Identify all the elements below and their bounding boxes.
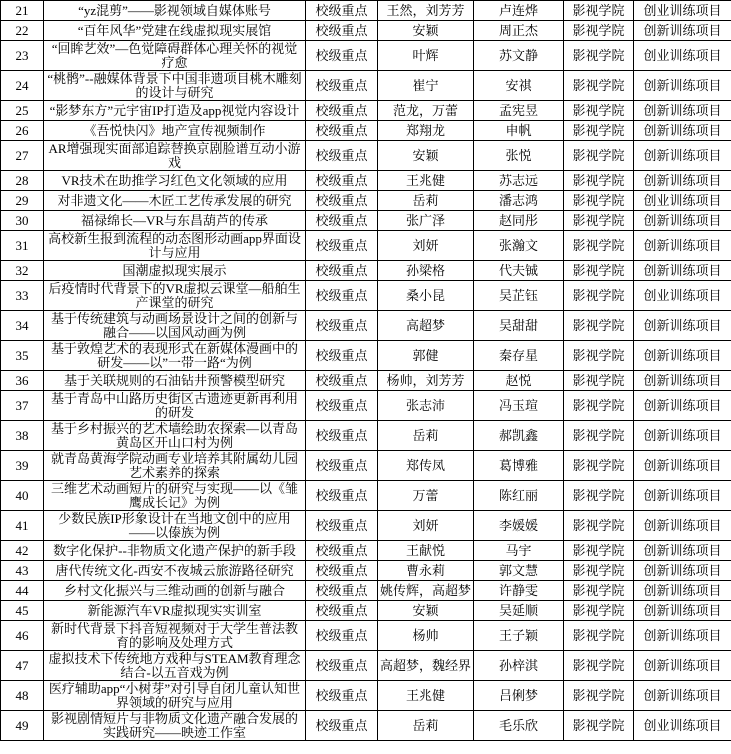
table-row — [1, 71, 731, 101]
project-type: 创新训练项目 — [634, 21, 731, 41]
table-row — [1, 371, 731, 391]
row-number: 33 — [1, 281, 44, 311]
project-level: 校级重点 — [306, 141, 378, 171]
college-name: 影视学院 — [564, 341, 634, 371]
row-number: 44 — [1, 581, 44, 601]
project-advisor: 孟宪昱 — [474, 101, 564, 121]
project-level: 校级重点 — [306, 231, 378, 261]
project-type: 创新训练项目 — [634, 391, 731, 421]
table-row — [1, 141, 731, 171]
project-title: 福禄绵长—VR与东昌葫芦的传承 — [44, 211, 306, 231]
project-title: 基于传统建筑与动画场景设计之间的创新与融合——以国风动画为例 — [44, 311, 306, 341]
project-level: 校级重点 — [306, 71, 378, 101]
college-name: 影视学院 — [564, 121, 634, 141]
project-title: “百年风华”党建在线虚拟现实展馆 — [44, 21, 306, 41]
project-members: 王然，刘芳芳 — [378, 1, 474, 21]
college-name: 影视学院 — [564, 261, 634, 281]
project-advisor: 张悦 — [474, 141, 564, 171]
project-advisor: 吴延顺 — [474, 601, 564, 621]
project-title: 新时代背景下抖音短视频对于大学生普法教育的影响及处理方式 — [44, 621, 306, 651]
project-advisor: 吴甜甜 — [474, 311, 564, 341]
project-level: 校级重点 — [306, 681, 378, 711]
row-number: 46 — [1, 621, 44, 651]
project-title: 基于敦煌艺术的表现形式在新媒体漫画中的研发——以”一带一路“为例 — [44, 341, 306, 371]
project-title: “影梦东方”元宇宙IP打造及app视觉内容设计 — [44, 101, 306, 121]
project-advisor: 郭文慧 — [474, 561, 564, 581]
project-members: 王兆健 — [378, 681, 474, 711]
row-number: 28 — [1, 171, 44, 191]
project-title: 唐代传统文化-西安不夜城云旅游路径研究 — [44, 561, 306, 581]
college-name: 影视学院 — [564, 1, 634, 21]
project-members: 曹永莉 — [378, 561, 474, 581]
project-advisor: 吴芷钰 — [474, 281, 564, 311]
project-members: 高超梦 — [378, 311, 474, 341]
project-advisor: 苏志远 — [474, 171, 564, 191]
table-row — [1, 481, 731, 511]
project-type: 创业训练项目 — [634, 41, 731, 71]
project-advisor: 毛乐欣 — [474, 711, 564, 741]
project-type: 创新训练项目 — [634, 451, 731, 481]
table-row — [1, 191, 731, 211]
project-type: 创新训练项目 — [634, 121, 731, 141]
college-name: 影视学院 — [564, 191, 634, 211]
table-row — [1, 561, 731, 581]
college-name: 影视学院 — [564, 601, 634, 621]
project-members: 刘妍 — [378, 511, 474, 541]
project-level: 校级重点 — [306, 511, 378, 541]
row-number: 38 — [1, 421, 44, 451]
table-row — [1, 421, 731, 451]
project-advisor: 冯玉瑄 — [474, 391, 564, 421]
project-members: 桑小昆 — [378, 281, 474, 311]
project-title: 后疫情时代背景下的VR虚拟云课堂—船舶生产课堂的研究 — [44, 281, 306, 311]
row-number: 23 — [1, 41, 44, 71]
project-title: 基于关联规则的石油钻井预警模型研究 — [44, 371, 306, 391]
project-type: 创新训练项目 — [634, 211, 731, 231]
project-members: 万蕾 — [378, 481, 474, 511]
college-name: 影视学院 — [564, 311, 634, 341]
row-number: 42 — [1, 541, 44, 561]
project-members: 岳莉 — [378, 711, 474, 741]
project-members: 孙梁格 — [378, 261, 474, 281]
college-name: 影视学院 — [564, 211, 634, 231]
college-name: 影视学院 — [564, 581, 634, 601]
project-title: “回眸艺效”—色觉障碍群体心理关怀的视觉疗愈 — [44, 41, 306, 71]
project-advisor: 周正杰 — [474, 21, 564, 41]
table-row — [1, 311, 731, 341]
project-title: 高校新生报到流程的动态图形动画app界面设计与应用 — [44, 231, 306, 261]
table-row — [1, 341, 731, 371]
row-number: 49 — [1, 711, 44, 741]
project-type: 创新训练项目 — [634, 651, 731, 681]
project-members: 王献悦 — [378, 541, 474, 561]
row-number: 39 — [1, 451, 44, 481]
project-members: 张广泽 — [378, 211, 474, 231]
project-level: 校级重点 — [306, 561, 378, 581]
college-name: 影视学院 — [564, 511, 634, 541]
project-title: 数字化保护--非物质文化遗产保护的新手段 — [44, 541, 306, 561]
college-name: 影视学院 — [564, 541, 634, 561]
project-advisor: 吕俐梦 — [474, 681, 564, 711]
project-level: 校级重点 — [306, 101, 378, 121]
college-name: 影视学院 — [564, 391, 634, 421]
project-type: 创新训练项目 — [634, 541, 731, 561]
project-advisor: 李媛媛 — [474, 511, 564, 541]
project-type: 创新训练项目 — [634, 71, 731, 101]
project-title: 新能源汽车VR虚拟现实实训室 — [44, 601, 306, 621]
project-members: 姚传辉，高超梦 — [378, 581, 474, 601]
college-name: 影视学院 — [564, 711, 634, 741]
project-level: 校级重点 — [306, 451, 378, 481]
project-level: 校级重点 — [306, 191, 378, 211]
college-name: 影视学院 — [564, 21, 634, 41]
project-level: 校级重点 — [306, 21, 378, 41]
college-name: 影视学院 — [564, 171, 634, 191]
project-level: 校级重点 — [306, 601, 378, 621]
row-number: 27 — [1, 141, 44, 171]
table-row — [1, 171, 731, 191]
project-title: 乡村文化振兴与三维动画的创新与融合 — [44, 581, 306, 601]
project-type: 创业训练项目 — [634, 1, 731, 21]
project-members: 叶辉 — [378, 41, 474, 71]
project-advisor: 郝凯鑫 — [474, 421, 564, 451]
college-name: 影视学院 — [564, 561, 634, 581]
project-type: 创新训练项目 — [634, 481, 731, 511]
college-name: 影视学院 — [564, 231, 634, 261]
table-row — [1, 211, 731, 231]
row-number: 45 — [1, 601, 44, 621]
table-row — [1, 681, 731, 711]
projects-table-body — [1, 1, 731, 741]
project-type: 创新训练项目 — [634, 621, 731, 651]
project-members: 范龙，万蕾 — [378, 101, 474, 121]
table-row — [1, 21, 731, 41]
row-number: 30 — [1, 211, 44, 231]
college-name: 影视学院 — [564, 71, 634, 101]
project-title: 三维艺术动画短片的研究与实现——以《雏鹰成长记》为例 — [44, 481, 306, 511]
project-advisor: 许静雯 — [474, 581, 564, 601]
project-title: VR技术在助推学习红色文化领域的应用 — [44, 171, 306, 191]
project-type: 创新训练项目 — [634, 171, 731, 191]
project-members: 安颖 — [378, 141, 474, 171]
college-name: 影视学院 — [564, 621, 634, 651]
project-type: 创新训练项目 — [634, 561, 731, 581]
row-number: 41 — [1, 511, 44, 541]
project-type: 创新训练项目 — [634, 581, 731, 601]
project-title: 影视剧情短片与非物质文化遗产融合发展的实践研究——映迹工作室 — [44, 711, 306, 741]
project-title: 医疗辅助app“小树芽”对引导自闭儿童认知世界领域的研究与应用 — [44, 681, 306, 711]
project-advisor: 赵同彤 — [474, 211, 564, 231]
college-name: 影视学院 — [564, 651, 634, 681]
project-level: 校级重点 — [306, 41, 378, 71]
project-members: 安颖 — [378, 601, 474, 621]
project-members: 张志沛 — [378, 391, 474, 421]
row-number: 31 — [1, 231, 44, 261]
project-title: 基于乡村振兴的艺术墙绘助农探索—以青岛黄岛区开山口村为例 — [44, 421, 306, 451]
row-number: 37 — [1, 391, 44, 421]
row-number: 47 — [1, 651, 44, 681]
project-title: 虚拟技术下传统地方戏种与STEAM教育理念结合-以五音戏为例 — [44, 651, 306, 681]
project-level: 校级重点 — [306, 621, 378, 651]
table-row — [1, 41, 731, 71]
project-title: 《吾悦快闪》地产宣传视频制作 — [44, 121, 306, 141]
row-number: 29 — [1, 191, 44, 211]
project-members: 郑翔龙 — [378, 121, 474, 141]
project-members: 郑传凤 — [378, 451, 474, 481]
project-type: 创业训练项目 — [634, 281, 731, 311]
table-row — [1, 601, 731, 621]
project-title: 少数民族IP形象设计在当地文创中的应用——以傣族为例 — [44, 511, 306, 541]
table-row — [1, 581, 731, 601]
row-number: 26 — [1, 121, 44, 141]
table-row — [1, 541, 731, 561]
project-level: 校级重点 — [306, 281, 378, 311]
project-type: 创新训练项目 — [634, 681, 731, 711]
college-name: 影视学院 — [564, 681, 634, 711]
project-type: 创新训练项目 — [634, 601, 731, 621]
project-level: 校级重点 — [306, 651, 378, 681]
project-level: 校级重点 — [306, 171, 378, 191]
project-level: 校级重点 — [306, 421, 378, 451]
project-members: 高超梦，魏经界 — [378, 651, 474, 681]
table-row — [1, 711, 731, 741]
project-advisor: 安祺 — [474, 71, 564, 101]
project-advisor: 张瀚文 — [474, 231, 564, 261]
row-number: 25 — [1, 101, 44, 121]
project-level: 校级重点 — [306, 311, 378, 341]
row-number: 22 — [1, 21, 44, 41]
row-number: 34 — [1, 311, 44, 341]
project-level: 校级重点 — [306, 541, 378, 561]
project-level: 校级重点 — [306, 371, 378, 391]
project-advisor: 代夫铖 — [474, 261, 564, 281]
project-type: 创新训练项目 — [634, 421, 731, 451]
table-row — [1, 511, 731, 541]
project-type: 创新训练项目 — [634, 341, 731, 371]
project-members: 杨帅 — [378, 621, 474, 651]
project-advisor: 孙梓淇 — [474, 651, 564, 681]
table-row — [1, 451, 731, 481]
project-type: 创新训练项目 — [634, 371, 731, 391]
college-name: 影视学院 — [564, 141, 634, 171]
project-type: 创新训练项目 — [634, 231, 731, 261]
table-row — [1, 621, 731, 651]
project-type: 创业训练项目 — [634, 711, 731, 741]
project-members: 王兆健 — [378, 171, 474, 191]
project-members: 安颖 — [378, 21, 474, 41]
project-title: 就青岛黄海学院动画专业培养其附属幼儿园艺术素养的探索 — [44, 451, 306, 481]
project-level: 校级重点 — [306, 1, 378, 21]
project-members: 崔宁 — [378, 71, 474, 101]
table-row — [1, 281, 731, 311]
college-name: 影视学院 — [564, 421, 634, 451]
project-members: 郭健 — [378, 341, 474, 371]
project-type: 创新训练项目 — [634, 511, 731, 541]
row-number: 40 — [1, 481, 44, 511]
college-name: 影视学院 — [564, 371, 634, 391]
project-advisor: 葛博雅 — [474, 451, 564, 481]
project-advisor: 申帆 — [474, 121, 564, 141]
row-number: 43 — [1, 561, 44, 581]
table-row — [1, 231, 731, 261]
college-name: 影视学院 — [564, 101, 634, 121]
project-advisor: 赵悦 — [474, 371, 564, 391]
project-title: 国潮虚拟现实展示 — [44, 261, 306, 281]
project-members: 岳莉 — [378, 191, 474, 211]
project-level: 校级重点 — [306, 121, 378, 141]
project-advisor: 秦存星 — [474, 341, 564, 371]
table-row — [1, 121, 731, 141]
project-members: 刘妍 — [378, 231, 474, 261]
project-title: 对非遗文化——木匠工艺传承发展的研究 — [44, 191, 306, 211]
project-level: 校级重点 — [306, 391, 378, 421]
row-number: 32 — [1, 261, 44, 281]
project-level: 校级重点 — [306, 211, 378, 231]
project-title: AR增强现实面部追踪替换京剧脸谱互动小游戏 — [44, 141, 306, 171]
row-number: 36 — [1, 371, 44, 391]
project-advisor: 陈红丽 — [474, 481, 564, 511]
row-number: 24 — [1, 71, 44, 101]
project-type: 创业训练项目 — [634, 191, 731, 211]
row-number: 48 — [1, 681, 44, 711]
project-advisor: 王子颖 — [474, 621, 564, 651]
college-name: 影视学院 — [564, 41, 634, 71]
table-row — [1, 391, 731, 421]
table-row — [1, 101, 731, 121]
project-advisor: 苏文静 — [474, 41, 564, 71]
project-type: 创新训练项目 — [634, 101, 731, 121]
project-title: “yz混剪”——影视领域自媒体账号 — [44, 1, 306, 21]
row-number: 21 — [1, 1, 44, 21]
project-advisor: 马宇 — [474, 541, 564, 561]
project-level: 校级重点 — [306, 711, 378, 741]
table-row — [1, 651, 731, 681]
project-title: 基于青岛中山路历史街区古遗迹更新再利用的研发 — [44, 391, 306, 421]
project-type: 创新训练项目 — [634, 141, 731, 171]
project-level: 校级重点 — [306, 341, 378, 371]
project-title: “桃鹘”--融媒体背景下中国非遗项目桃木雕刻的设计与研究 — [44, 71, 306, 101]
college-name: 影视学院 — [564, 281, 634, 311]
project-type: 创新训练项目 — [634, 311, 731, 341]
project-level: 校级重点 — [306, 481, 378, 511]
project-advisor: 卢连烨 — [474, 1, 564, 21]
project-members: 杨帅，刘芳芳 — [378, 371, 474, 391]
project-type: 创新训练项目 — [634, 261, 731, 281]
table-row — [1, 261, 731, 281]
table-row — [1, 1, 731, 21]
college-name: 影视学院 — [564, 451, 634, 481]
row-number: 35 — [1, 341, 44, 371]
project-advisor: 潘志鸿 — [474, 191, 564, 211]
project-members: 岳莉 — [378, 421, 474, 451]
project-level: 校级重点 — [306, 261, 378, 281]
project-level: 校级重点 — [306, 581, 378, 601]
college-name: 影视学院 — [564, 481, 634, 511]
